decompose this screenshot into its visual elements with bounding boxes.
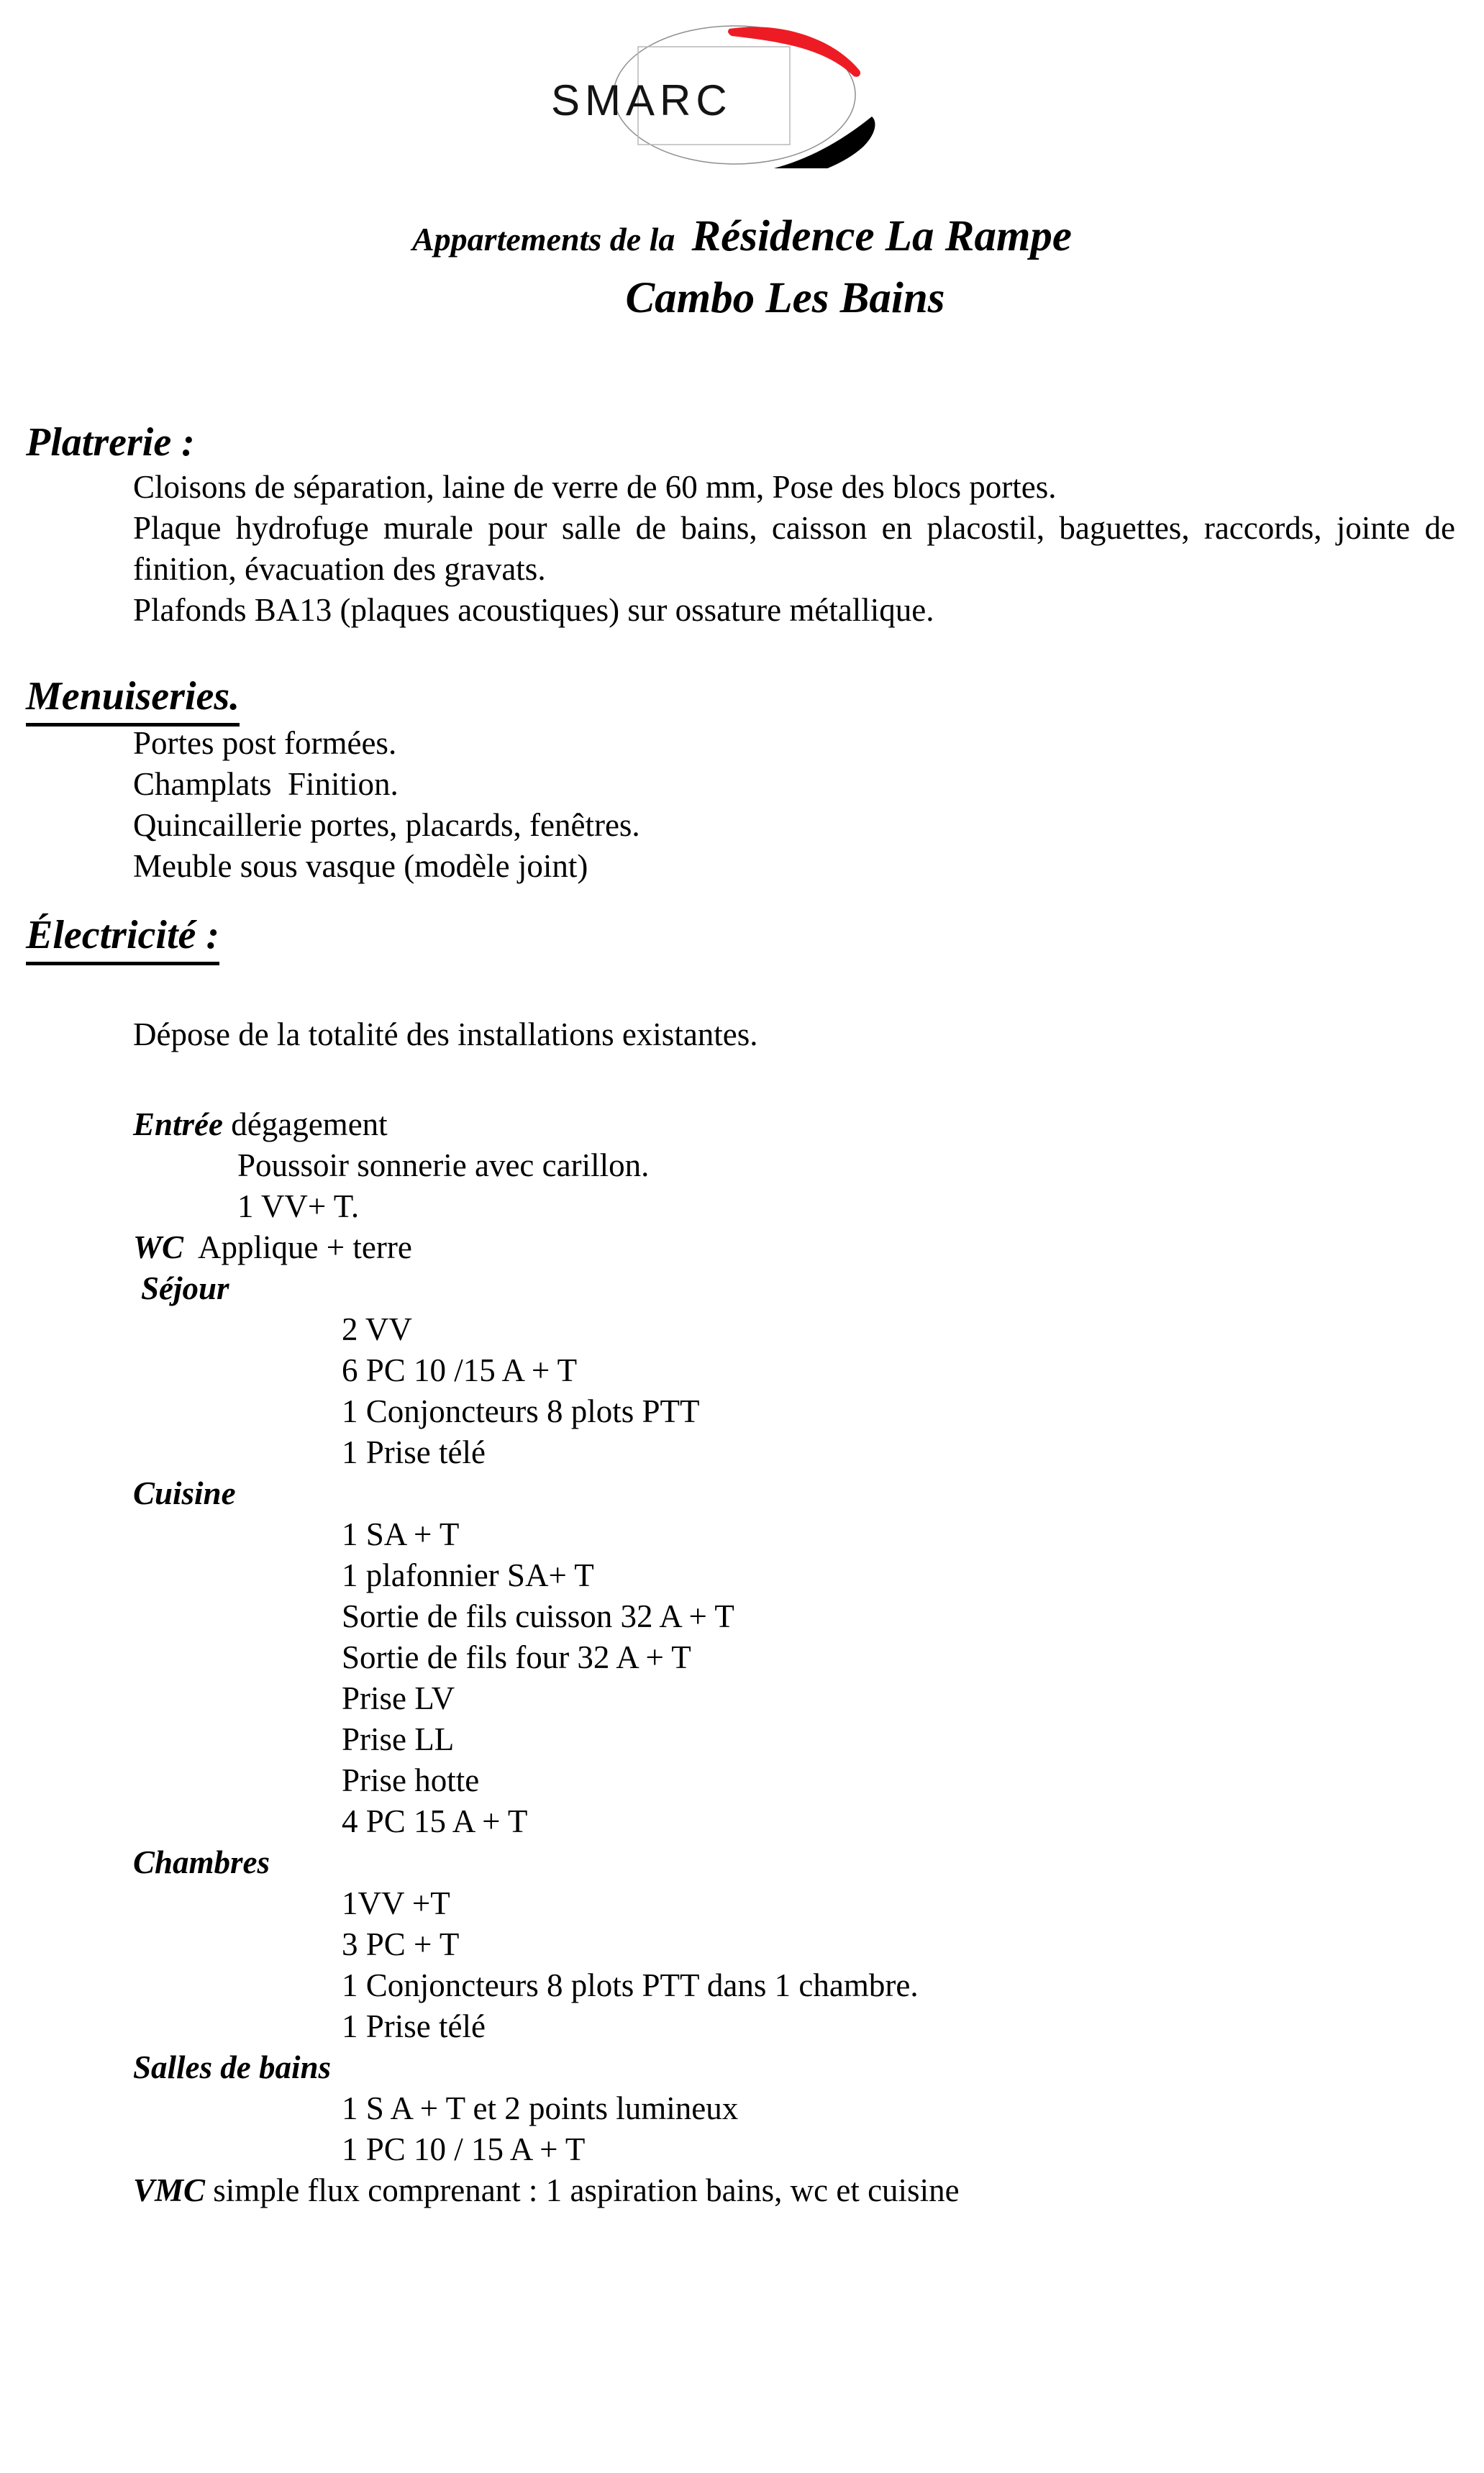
room-item: 3 PC + T bbox=[342, 1926, 460, 1962]
room-label: VMC bbox=[133, 2172, 206, 2208]
electricite-body bbox=[0, 1104, 1484, 2211]
room-item: 1 PC 10 / 15 A + T bbox=[342, 2131, 586, 2167]
platrerie-line: Plaque hydrofuge murale pour salle de bains, caisson en placostil, baguettes, raccords, jointe de finition, évacuation des gravats. bbox=[133, 510, 1464, 587]
logo-red-swoosh-icon bbox=[728, 27, 860, 76]
room-item: Poussoir sonnerie avec carillon. bbox=[237, 1147, 650, 1183]
room-item: 1 S A + T et 2 points lumineux bbox=[342, 2090, 739, 2126]
menuiseries-line: Meuble sous vasque (modèle joint) bbox=[133, 848, 588, 884]
room-item: Prise hotte bbox=[342, 1762, 480, 1798]
menuiseries-line: Quincaillerie portes, placards, fenêtres. bbox=[133, 807, 640, 843]
logo-black-swoosh-icon bbox=[718, 117, 875, 168]
room-item: Prise LL bbox=[342, 1721, 455, 1757]
section-heading-platrerie: Platrerie : bbox=[26, 420, 195, 465]
room-suffix: dégagement bbox=[223, 1106, 388, 1142]
document-title-line1 bbox=[0, 210, 1484, 274]
room-suffix: Applique + terre bbox=[183, 1229, 412, 1265]
room-label: Salles de bains bbox=[133, 2049, 332, 2085]
room-chambres bbox=[0, 1842, 1484, 1883]
room-label: Séjour bbox=[141, 1270, 229, 1306]
menuiseries-line: Champlats Finition. bbox=[133, 766, 399, 802]
room-item: 4 PC 15 A + T bbox=[342, 1803, 528, 1839]
section-heading-menuiseries: Menuiseries. bbox=[26, 673, 240, 727]
platrerie-body bbox=[133, 467, 1464, 631]
title-prefix: Appartements de la bbox=[411, 221, 692, 258]
platrerie-line: Plafonds BA13 (plaques acoustiques) sur ossature métallique. bbox=[133, 592, 934, 628]
room-suffix: simple flux comprenant : 1 aspiration bains, wc et cuisine bbox=[205, 2172, 960, 2208]
room-item: 2 VV bbox=[342, 1311, 412, 1347]
room-item: Sortie de fils four 32 A + T bbox=[342, 1639, 691, 1675]
room-item: 1 Conjoncteurs 8 plots PTT dans 1 chambre. bbox=[342, 1967, 919, 2003]
room-item: 6 PC 10 /15 A + T bbox=[342, 1352, 578, 1388]
room-item: 1 VV+ T. bbox=[237, 1188, 360, 1224]
room-vmc bbox=[0, 2170, 1484, 2211]
room-item: 1VV +T bbox=[342, 1885, 450, 1921]
title-residence: Résidence La Rampe bbox=[691, 212, 1073, 260]
room-item: 1 Prise télé bbox=[342, 1434, 486, 1470]
menuiseries-body bbox=[133, 723, 640, 887]
logo-text: SMARC bbox=[551, 76, 732, 124]
platrerie-line: Cloisons de séparation, laine de verre de 60 mm, Pose des blocs portes. bbox=[133, 469, 1057, 505]
room-label: Cuisine bbox=[133, 1475, 236, 1511]
menuiseries-line: Portes post formées. bbox=[133, 725, 397, 761]
room-item: Prise LV bbox=[342, 1680, 455, 1716]
room-wc bbox=[0, 1227, 1484, 1268]
room-entree bbox=[0, 1104, 1484, 1145]
room-item: 1 plafonnier SA+ T bbox=[342, 1557, 594, 1593]
room-label: Chambres bbox=[133, 1844, 270, 1880]
section-heading-electricite: Électricité : bbox=[26, 912, 219, 965]
room-item: 1 Prise télé bbox=[342, 2008, 486, 2044]
smarc-logo bbox=[547, 12, 892, 168]
room-salles-de-bains bbox=[0, 2047, 1484, 2088]
room-label: Entrée bbox=[133, 1106, 224, 1142]
room-cuisine bbox=[0, 1473, 1484, 1514]
document-title-line2: Cambo Les Bains bbox=[625, 274, 945, 322]
room-label: WC bbox=[133, 1229, 184, 1265]
room-item: 1 Conjoncteurs 8 plots PTT bbox=[342, 1393, 700, 1429]
room-sejour bbox=[0, 1268, 1484, 1309]
electricite-intro: Dépose de la totalité des installations existantes. bbox=[133, 1016, 758, 1052]
room-item: 1 SA + T bbox=[342, 1516, 460, 1552]
room-item: Sortie de fils cuisson 32 A + T bbox=[342, 1598, 734, 1634]
